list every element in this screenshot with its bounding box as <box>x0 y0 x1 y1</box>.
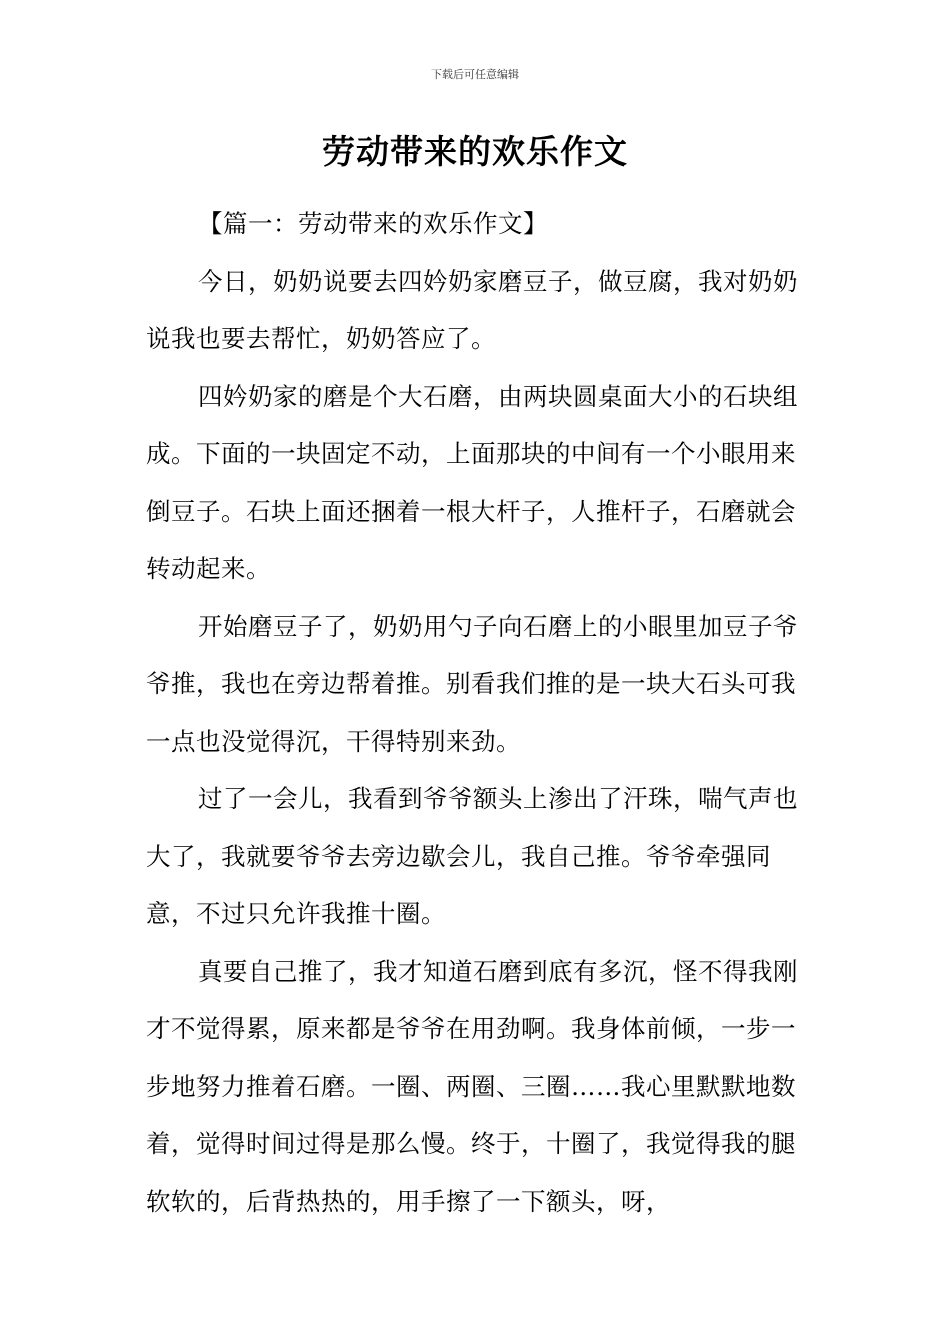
paragraph-5: 真要自己推了，我才知道石磨到底有多沉，怪不得我刚才不觉得累，原来都是爷爷在用劲啊。我身体前倾，一步一步地努力推着石磨。一圈、两圈、三圈……我心里默默地数着，觉得时间过得是那么慢。终于，十圈了，我觉得我的腿软软的，后背热热的，用手擦了一下额头，呀， <box>146 956 798 1216</box>
section-heading: 【篇一：劳动带来的欢乐作文】 <box>198 209 548 238</box>
paragraph-4: 过了一会儿，我看到爷爷额头上渗出了汗珠，喘气声也大了，我就要爷爷去旁边歇会儿，我自己推。爷爷牵强同意，不过只允许我推十圈。 <box>146 784 798 928</box>
page-title: 劳动带来的欢乐作文 <box>322 132 628 171</box>
header-note: 下载后可任意编辑 <box>431 68 519 81</box>
paragraph-3: 开始磨豆子了，奶奶用勺子向石磨上的小眼里加豆子爷爷推，我也在旁边帮着推。别看我们推的是一块大石头可我一点也没觉得沉，干得特别来劲。 <box>146 611 798 756</box>
paragraph-1: 今日，奶奶说要去四妗奶家磨豆子，做豆腐，我对奶奶说我也要去帮忙，奶奶答应了。 <box>146 266 798 353</box>
document-body <box>146 195 806 1230</box>
paragraph-2: 四妗奶家的磨是个大石磨，由两块圆桌面大小的石块组成。下面的一块固定不动，上面那块的中间有一个小眼用来倒豆子。石块上面还捆着一根大杆子，人推杆子，石磨就会转动起来。 <box>146 381 798 583</box>
